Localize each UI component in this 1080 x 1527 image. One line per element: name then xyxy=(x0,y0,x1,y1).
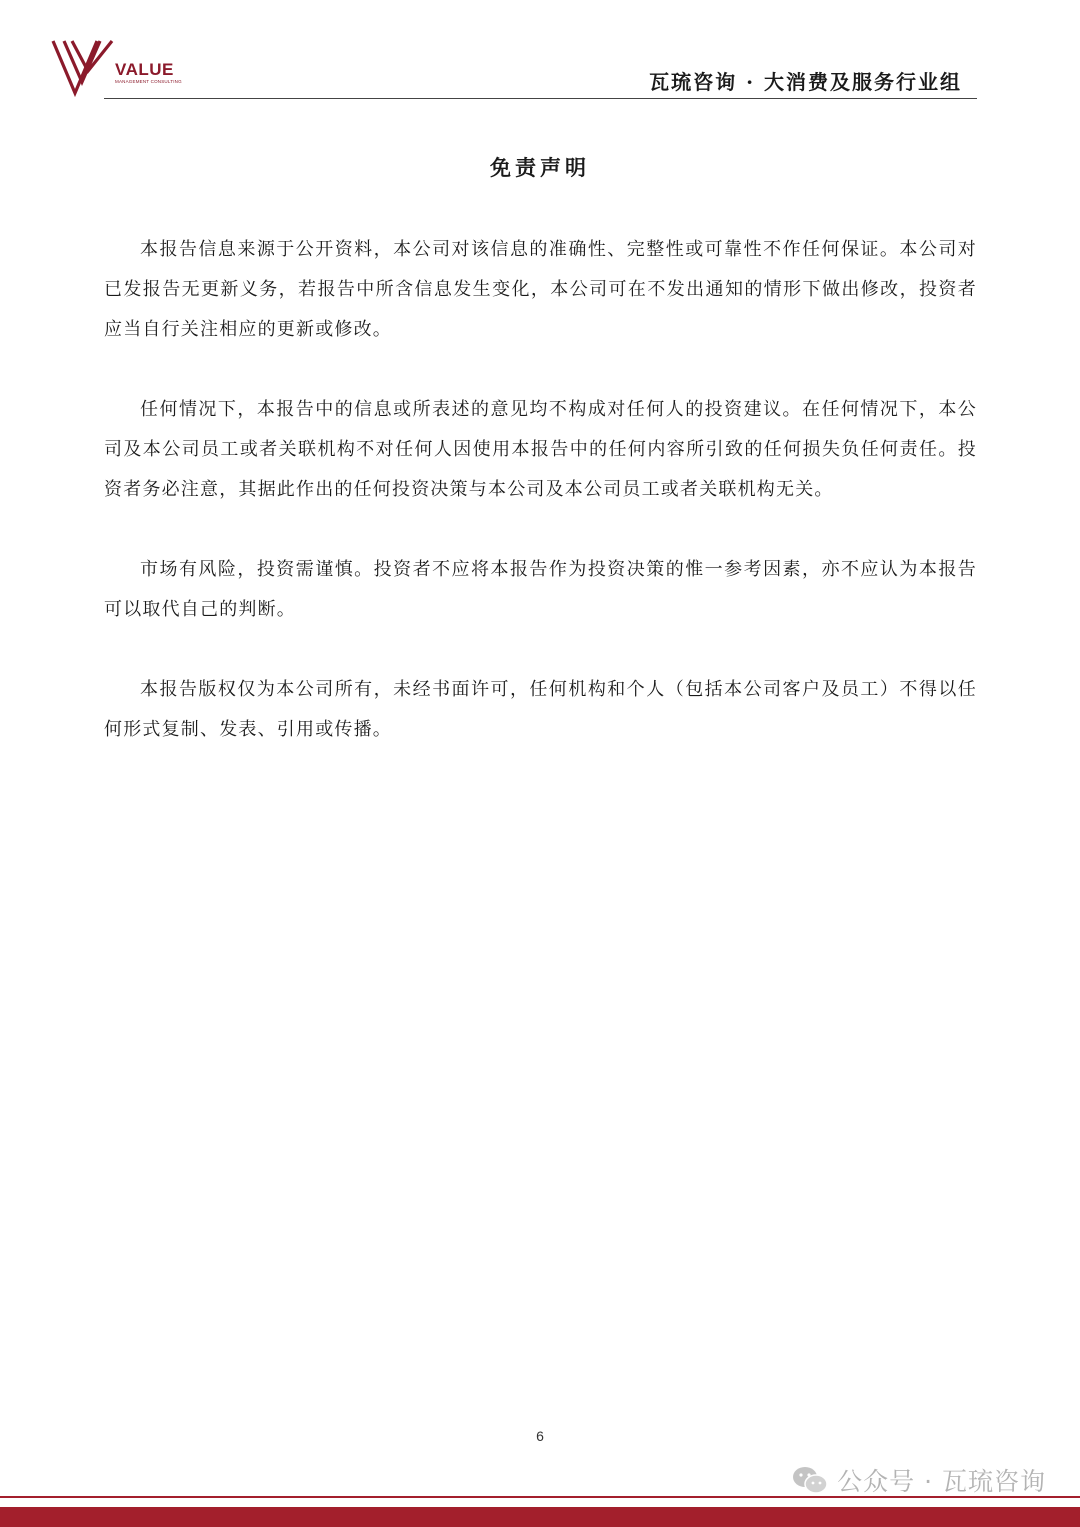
logo-subtitle: MANAGEMENT CONSULTING xyxy=(115,79,182,84)
header-title: 瓦琉咨询 · 大消费及服务行业组 xyxy=(649,70,962,94)
watermark xyxy=(791,1462,1046,1498)
watermark-text: 公众号 · 瓦琉咨询 xyxy=(837,1467,1046,1496)
page-number: 6 xyxy=(536,1428,544,1444)
paragraph-1: 本报告信息来源于公开资料，本公司对该信息的准确性、完整性或可靠性不作任何保证。本公司对已发报告无更新义务，若报告中所含信息发生变化，本公司可在不发出通知的情形下做出修改，投资者应当自行关注相应的更新或修改。 xyxy=(104,239,977,340)
header-divider xyxy=(104,98,977,99)
document-body xyxy=(104,230,977,790)
paragraph-2: 任何情况下，本报告中的信息或所表述的意见均不构成对任何人的投资建议。在任何情况下，本公司及本公司员工或者关联机构不对任何人因使用本报告中的任何内容所引致的任何损失负任何责任。投资者务必注意，其据此作出的任何投资决策与本公司及本公司员工或者关联机构无关。 xyxy=(104,399,977,500)
value-v-logo-icon xyxy=(50,38,114,100)
footer-bar xyxy=(0,1507,1080,1527)
company-logo xyxy=(50,38,185,100)
wechat-icon xyxy=(791,1465,829,1495)
document-title: 免责声明 xyxy=(490,155,590,180)
paragraph-3: 市场有风险，投资需谨慎。投资者不应将本报告作为投资决策的惟一参考因素，亦不应认为本报告可以取代自己的判断。 xyxy=(104,559,977,620)
logo-wordmark: VALUE xyxy=(115,60,174,79)
paragraph-4: 本报告版权仅为本公司所有，未经书面许可，任何机构和个人（包括本公司客户及员工）不得以任何形式复制、发表、引用或传播。 xyxy=(104,679,977,740)
footer-divider xyxy=(0,1496,1080,1498)
